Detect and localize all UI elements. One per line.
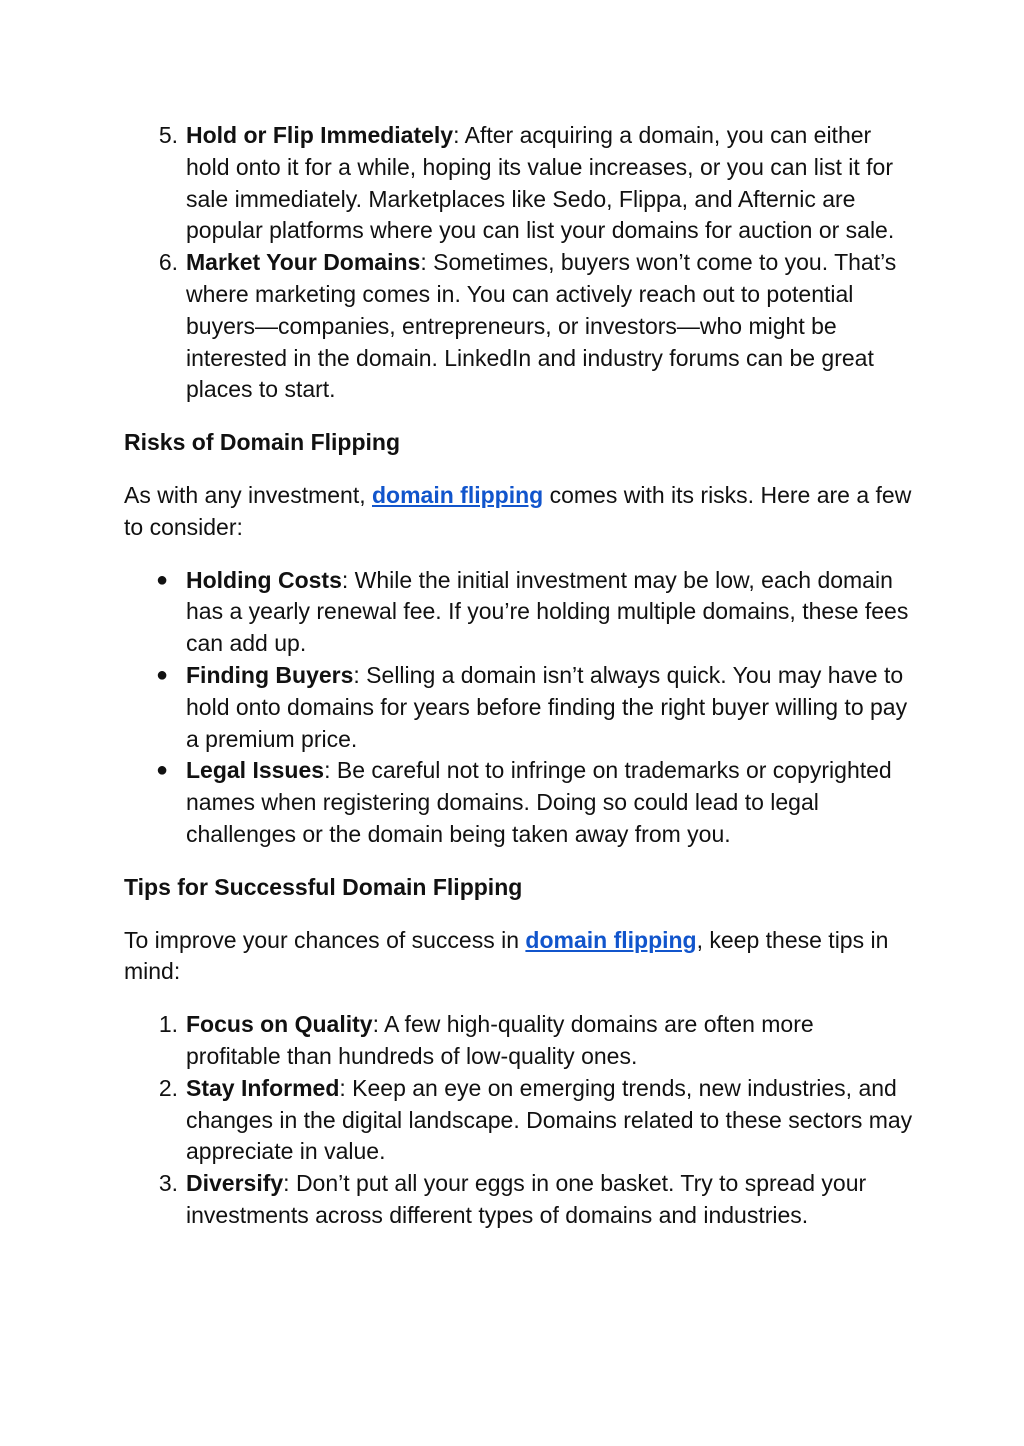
list-item [124,565,914,660]
item-title: Stay Informed [186,1074,340,1101]
list-item [124,120,914,247]
item-text: : Be careful not to infringe on trademarks or copyrighted names when registering domains. Doing so could lead to legal challenges or the domain being taken away from you. [186,757,892,847]
item-title: Hold or Flip Immediately [186,122,454,148]
list-item [124,660,914,755]
domain-flipping-link[interactable]: domain flipping [372,481,544,508]
item-text: : Selling a domain isn’t always quick. You may have to hold onto domains for years before finding the right buyer willing to pay a premium price. [186,661,908,752]
list-number: 3. [158,1170,178,1197]
bullet-icon: ● [156,568,169,591]
list-item [124,247,914,406]
list-number: 2. [158,1074,178,1101]
item-text: : A few high-quality domains are often more profitable than hundreds of low-quality ones. [186,1011,814,1069]
list-item [124,755,914,850]
intro-text: As with any investment, [124,481,372,508]
risks-intro-paragraph [124,480,914,544]
list-number: 1. [158,1011,178,1038]
numbered-list-steps [124,120,914,406]
list-number: 5. [158,122,178,148]
item-title: Focus on Quality [186,1011,373,1038]
domain-flipping-link[interactable]: domain flipping [525,926,697,953]
list-item [124,1009,914,1073]
bullet-icon: ● [156,663,169,686]
document-page [124,120,914,1232]
item-title: Legal Issues [186,757,325,784]
item-title: Finding Buyers [186,661,354,688]
intro-text: , keep these tips in mind: [124,926,889,985]
section-heading-risks: Risks of Domain Flipping [124,429,401,456]
list-item [124,1168,914,1232]
item-text: : Keep an eye on emerging trends, new industries, and changes in the digital landscape. Domains related to these sectors may appreciate in value. [186,1074,913,1165]
item-title: Market Your Domains [186,249,421,276]
item-title: Diversify [186,1170,284,1197]
list-item [124,1073,914,1168]
intro-text: comes with its risks. Here are a few to consider: [124,481,912,540]
tips-intro-paragraph [124,925,914,989]
item-text: : Sometimes, buyers won’t come to you. That’s where marketing comes in. You can actively reach out to potential buyers—companies, entrepreneurs, or investors—who might be interested in the domain. LinkedIn and industry forums can be great places to start. [186,249,897,403]
item-text: : Don’t put all your eggs in one basket. Try to spread your investments across different types of domains and industries. [186,1170,867,1228]
item-text: : After acquiring a domain, you can either hold onto it for a while, hoping its value increases, or you can list it for sale immediately. Marketplaces like Sedo, Flippa, and Afternic are popular platforms where you can list your domains for auction or sale. [186,122,895,244]
item-title: Holding Costs [186,566,342,593]
item-text: : While the initial investment may be low, each domain has a yearly renewal fee. If you’re holding multiple domains, these fees can add up. [186,566,909,657]
intro-text: To improve your chances of success in [124,926,526,953]
numbered-list-tips [124,1009,914,1232]
section-heading-tips: Tips for Successful Domain Flipping [124,873,523,900]
list-number: 6. [158,249,178,276]
bullet-list-risks [124,565,914,851]
bullet-icon: ● [156,759,169,782]
